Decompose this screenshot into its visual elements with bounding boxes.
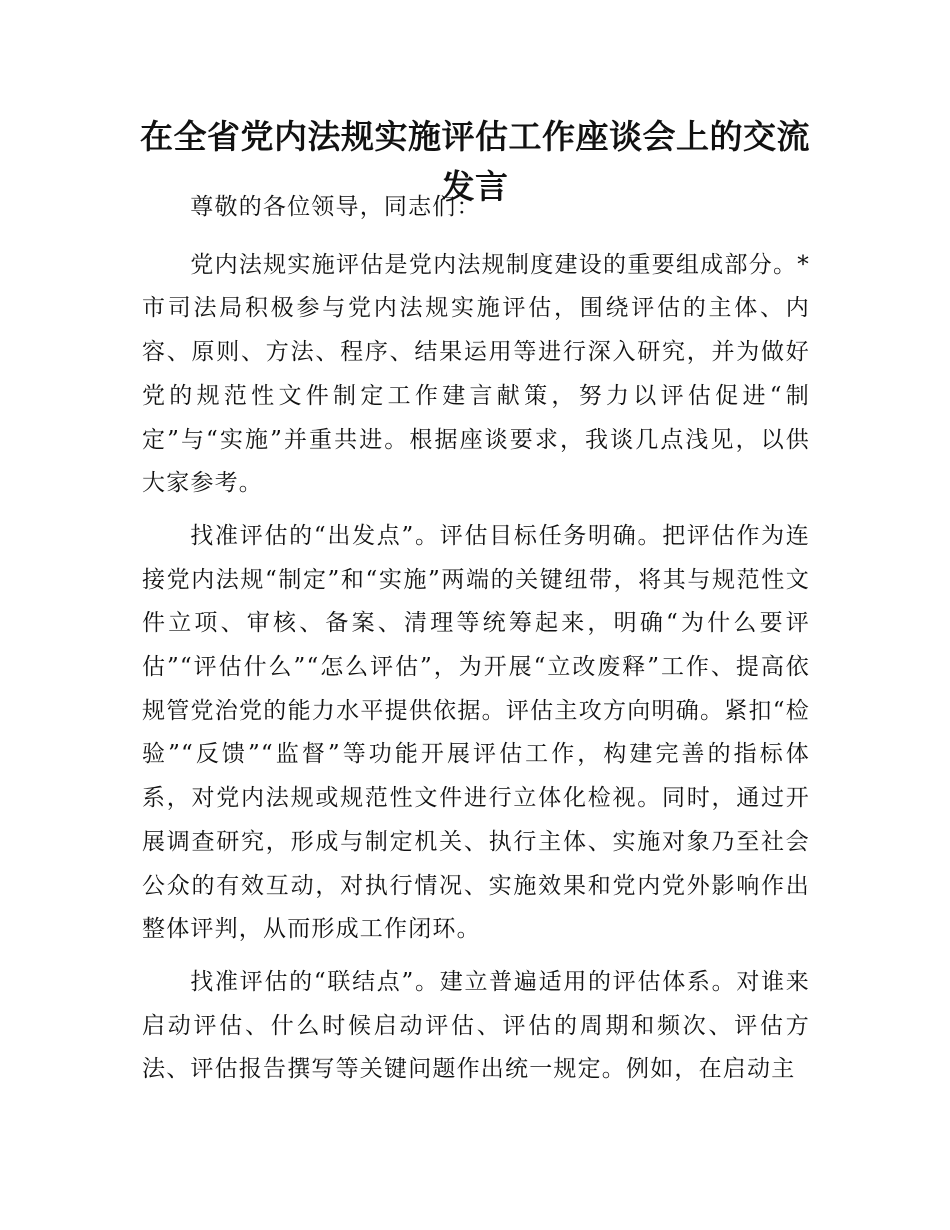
title-line-1: 在全省党内法规实施评估工作座谈会上的交流 bbox=[140, 117, 810, 156]
document-body bbox=[142, 186, 810, 1101]
paragraph-intro: 党内法规实施评估是党内法规制度建设的重要组成部分。*市司法局积极参与党内法规实施评估，围绕评估的主体、内容、原则、方法、程序、结果运用等进行深入研究，并为做好党的规范性文件制定工作建言献策，努力以评估促进“制定”与“实施”并重共进。根据座谈要求，我谈几点浅见，以供大家参考。 bbox=[142, 251, 810, 497]
paragraph-connection-point: 找准评估的“联结点”。建立普遍适用的评估体系。对谁来启动评估、什么时候启动评估、评估的周期和频次、评估方法、评估报告撰写等关键问题作出统一规定。例如，在启动主 bbox=[142, 968, 810, 1083]
salutation: 尊敬的各位领导，同志们： bbox=[190, 194, 481, 220]
title-line-2: 发言 bbox=[441, 167, 509, 206]
paragraph-starting-point: 找准评估的“出发点”。评估目标任务明确。把评估作为连接党内法规“制定”和“实施”两端的关键纽带，将其与规范性文件立项、审核、备案、清理等统筹起来，明确“为什么要评估”“评估什么”“怎么评估”，为开展“立改废释”工作、提高依规管党治党的能力水平提供依据。评估主攻方向明确。紧扣“检验”“反馈”“监督”等功能开展评估工作，构建完善的指标体系，对党内法规或规范性文件进行立体化检视。同时，通过开展调查研究，形成与制定机关、执行主体、实施对象乃至社会公众的有效互动，对执行情况、实施效果和党内党外影响作出整体评判，从而形成工作闭环。 bbox=[142, 522, 810, 943]
